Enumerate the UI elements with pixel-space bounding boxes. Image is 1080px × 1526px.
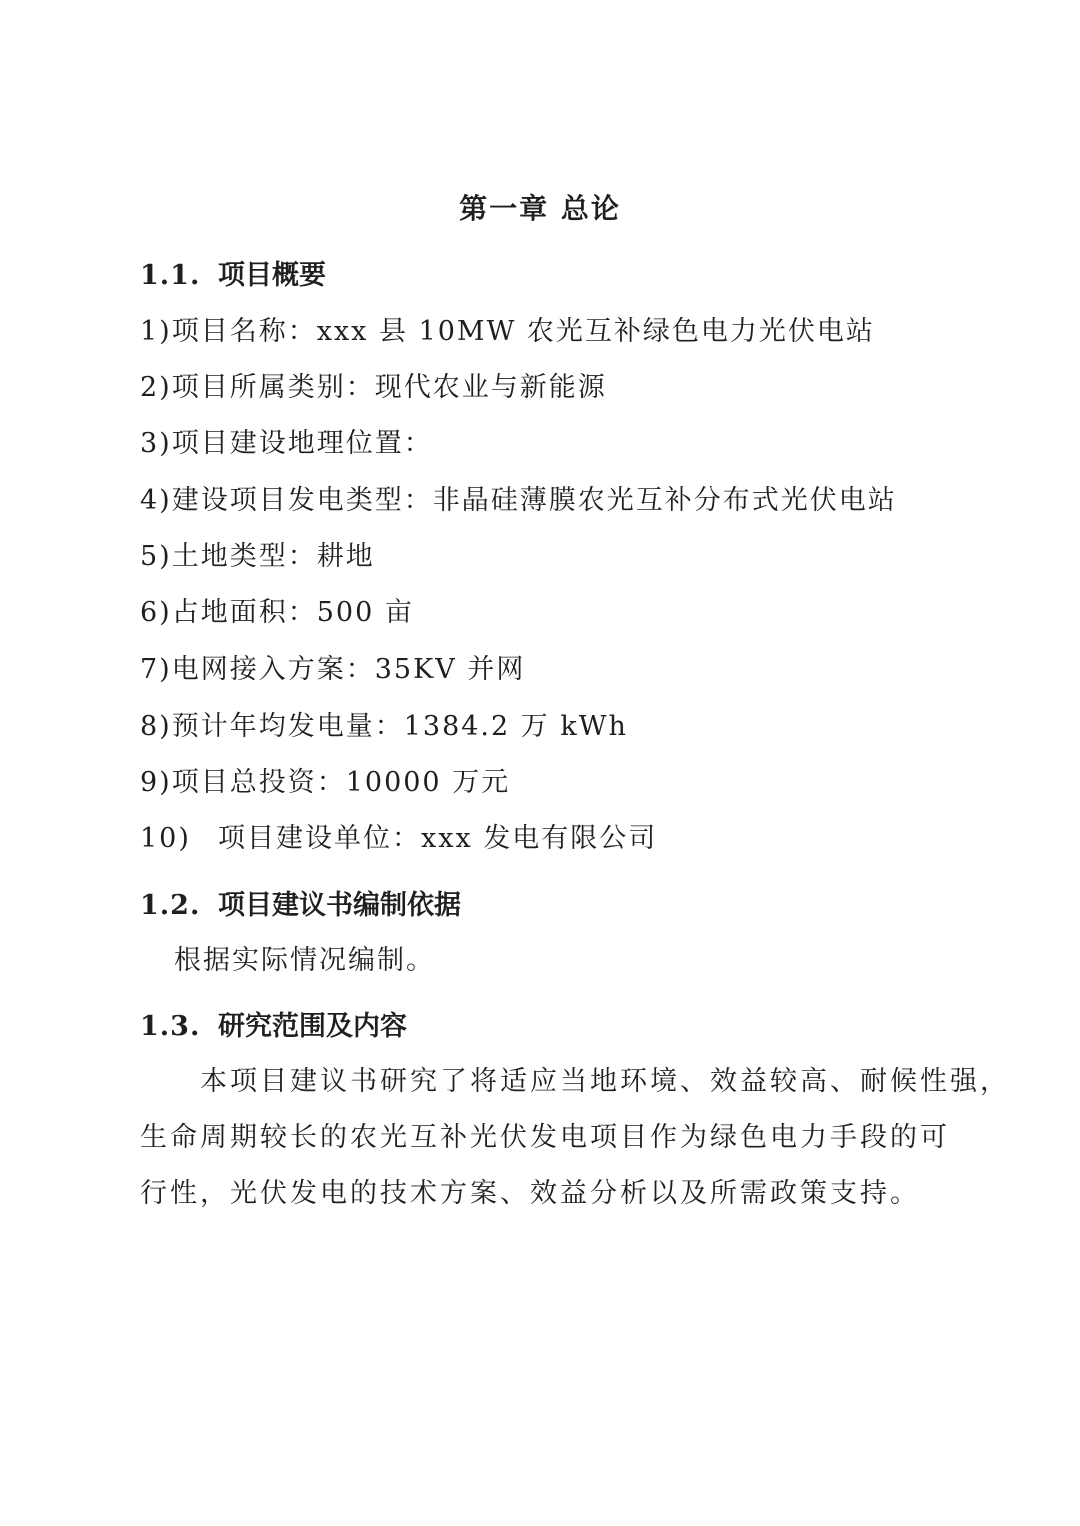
list-item-text: 预计年均发电量：1384.2 万 kWh [171,711,628,742]
section-paragraph [140,1054,1010,1222]
section-title: 项目概要 [218,260,326,291]
paragraph-line: 生命周期较长的农光互补光伏发电项目作为绿色电力手段的可 [140,1122,950,1153]
section-title: 研究范围及内容 [218,1011,407,1042]
list-item-text: 项目总投资：10000 万元 [171,767,511,798]
list-item-marker: 2) [140,372,172,403]
list-item-marker: 8) [140,711,172,742]
list-item [140,310,875,354]
section-number: 1.2. [140,890,201,921]
section-heading-1-2 [140,884,461,928]
list-item-text: 项目建设地理位置： [171,428,433,459]
list-item [140,535,375,579]
list-item-marker: 7) [140,654,172,685]
list-item-marker: 5) [140,541,172,572]
section-title: 项目建议书编制依据 [218,890,461,921]
list-item-marker: 6) [140,597,172,628]
list-item-text: 建设项目发电类型：非晶硅薄膜农光互补分布式光伏电站 [171,485,897,516]
list-item [140,648,525,692]
list-item-marker: 4) [140,485,172,516]
section-heading-1-1 [140,254,326,298]
paragraph-line: 行性，光伏发电的技术方案、效益分析以及所需政策支持。 [140,1178,920,1209]
list-item [140,422,433,466]
list-item-marker: 10) [140,823,191,854]
list-item [140,479,897,523]
section-number: 1.1. [140,260,201,291]
list-item-marker: 9) [140,767,172,798]
list-item-text: 占地面积：500 亩 [171,597,414,628]
list-item-text: 项目名称：xxx 县 10MW 农光互补绿色电力光伏电站 [171,316,875,347]
list-item [140,761,510,805]
section-body: 根据实际情况编制。 [174,945,435,976]
list-item [140,705,628,749]
list-item-marker: 1) [140,316,172,347]
section-number: 1.3. [140,1011,201,1042]
list-item [140,817,657,861]
list-item-marker: 3) [140,428,172,459]
list-item-text: 土地类型：耕地 [171,541,375,572]
list-item-text: 项目所属类别：现代农业与新能源 [171,372,607,403]
paragraph-line: 本项目建议书研究了将适应当地环境、效益较高、耐候性强， [200,1066,1010,1097]
list-item-text: 电网接入方案：35KV 并网 [171,654,526,685]
list-item-text: 项目建设单位：xxx 发电有限公司 [218,823,658,854]
section-heading-1-3 [140,1005,407,1049]
chapter-title: 第一章 总论 [459,192,621,225]
list-item [140,366,607,410]
list-item [140,591,414,635]
